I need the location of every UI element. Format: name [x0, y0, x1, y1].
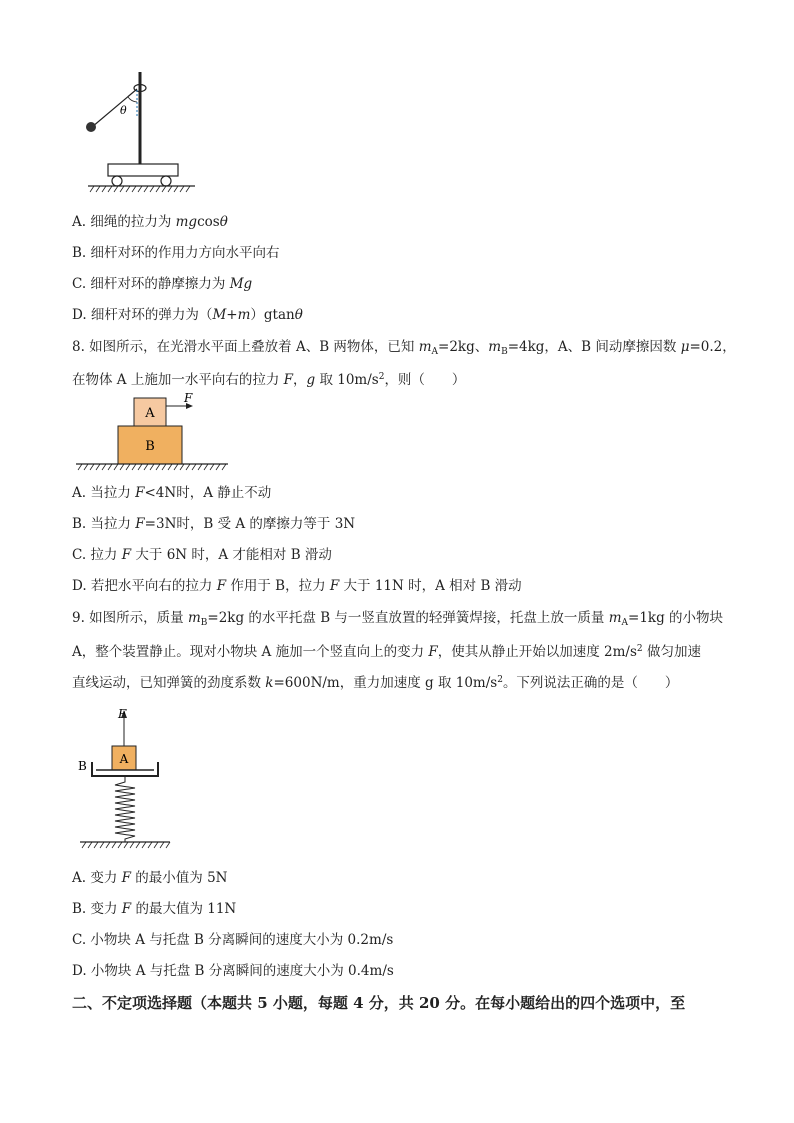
block-a-label: A [145, 406, 155, 421]
q8-option-c: C. 拉力 F 大于 6N 时，A 才能相对 B 滑动 [72, 547, 332, 563]
q9-option-c: C. 小物块 A 与托盘 B 分离瞬间的速度大小为 0.2m/s [72, 932, 394, 948]
stacked-blocks-figure [72, 392, 234, 472]
q9-option-a: A. 变力 F 的最小值为 5N [72, 870, 228, 886]
q7-option-d: D. 细杆对环的弹力为（M+m）gtanθ [72, 307, 303, 323]
q8-option-d: D. 若把水平向右的拉力 F 作用于 B，拉力 F 大于 11N 时，A 相对 B 滑动 [72, 578, 522, 594]
q7-option-a: A. 细绳的拉力为 mgcosθ [72, 214, 228, 230]
q8-option-a: A. 当拉力 F<4N时，A 静止不动 [72, 485, 272, 501]
q8-option-b: B. 当拉力 F=3N时，B 受 A 的摩擦力等于 3N [72, 516, 356, 532]
q8-stem-line1: 8. 如图所示，在光滑水平面上叠放着 A、B 两物体，已知 $m_A=2kg$、$m_B=4kg$，A、B 间动摩擦因数 μ=0.2， [72, 339, 736, 357]
q9-option-b: B. 变力 F 的最大值为 11N [72, 901, 237, 917]
force-f-label: F [184, 392, 193, 405]
spring-tray-figure [72, 702, 182, 854]
force-f-label: F [118, 707, 127, 721]
q9-stem-line2: A，整个装置静止。现对小物块 A 施加一个竖直向上的变力 F，使其从静止开始以加速度 $2m/s^2$ 做匀加速 [72, 644, 701, 660]
q9-stem-line3: 直线运动，已知弹簧的劲度系数 k=600N/m，重力加速度 g 取 $10m/s^2$。下列说法正确的是（ ） [72, 675, 679, 691]
q8-stem-line2: 在物体 A 上施加一水平向右的拉力 F，g 取 $10m/s^2$，则（ ） [72, 372, 466, 388]
q9-option-d: D. 小物块 A 与托盘 B 分离瞬间的速度大小为 0.4m/s [72, 963, 394, 979]
spring [115, 776, 135, 842]
theta-label: θ [120, 104, 127, 117]
q7-option-c: C. 细杆对环的静摩擦力为 Mg [72, 276, 253, 292]
tray-b-label: B [78, 759, 87, 773]
pendulum-cart-figure [80, 66, 200, 198]
q9-stem-line1: 9. 如图所示，质量 $m_B=2kg$ 的水平托盘 B 与一竖直放置的轻弹簧焊接，托盘上放一质量 $m_A=1kg$ 的小物块 [72, 610, 724, 628]
q7-option-b: B. 细杆对环的作用力方向水平向右 [72, 245, 280, 261]
block-a-label: A [119, 752, 129, 766]
block-b-label: B [145, 439, 155, 454]
section-2-heading: 二、不定项选择题（本题共 5 小题，每题 4 分，共 20 分。在每小题给出的四个选项中，至 [72, 994, 686, 1012]
